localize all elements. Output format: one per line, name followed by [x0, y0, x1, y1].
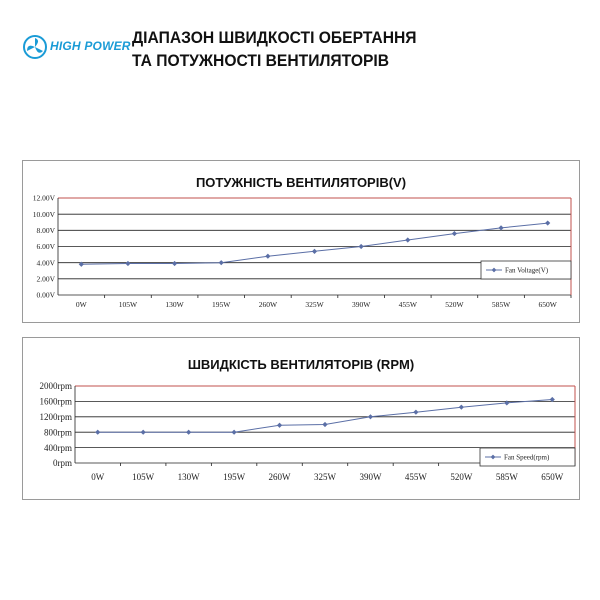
voltage-x-tick-label: 520W	[445, 300, 464, 309]
speed-data-point	[277, 423, 282, 428]
brand-logo	[22, 30, 132, 64]
voltage-y-tick-label: 10.00V	[32, 209, 55, 219]
voltage-chart	[23, 161, 579, 322]
voltage-data-point	[219, 260, 224, 265]
voltage-y-tick-label: 12.00V	[32, 193, 55, 203]
speed-data-point	[95, 430, 100, 435]
speed-y-tick-label: 2000rpm	[39, 381, 72, 392]
voltage-x-tick-label: 650W	[538, 300, 557, 309]
speed-x-tick-label: 195W	[223, 472, 246, 482]
speed-x-tick-label: 260W	[268, 472, 291, 482]
fan-logo-icon	[22, 34, 48, 60]
voltage-data-point	[125, 261, 130, 266]
voltage-data-point	[545, 220, 550, 225]
voltage-legend-label: Fan Voltage(V)	[505, 266, 549, 275]
voltage-x-tick-label: 195W	[212, 300, 231, 309]
speed-chart-panel	[22, 337, 580, 500]
speed-y-tick-label: 1200rpm	[39, 411, 72, 422]
voltage-y-tick-label: 8.00V	[36, 225, 55, 235]
speed-y-tick-label: 1600rpm	[39, 396, 72, 407]
speed-y-tick-label: 0rpm	[53, 458, 72, 469]
speed-y-tick-label: 800rpm	[44, 427, 72, 438]
voltage-data-point	[359, 244, 364, 249]
speed-y-tick-label: 400rpm	[44, 442, 72, 453]
voltage-x-tick-label: 455W	[398, 300, 417, 309]
voltage-data-point	[265, 254, 270, 259]
page-title-line-2: ТА ПОТУЖНОСТІ ВЕНТИЛЯТОРІВ	[132, 51, 390, 70]
voltage-x-tick-label: 260W	[258, 300, 278, 309]
speed-x-tick-label: 130W	[177, 472, 200, 482]
speed-series-line	[98, 400, 553, 433]
speed-x-tick-label: 455W	[404, 472, 427, 482]
speed-data-point	[413, 410, 418, 415]
voltage-y-tick-label: 0.00V	[36, 290, 55, 300]
voltage-x-tick-label: 585W	[491, 300, 511, 309]
voltage-data-point	[312, 249, 317, 254]
voltage-data-point	[172, 261, 177, 266]
speed-x-tick-label: 650W	[541, 472, 564, 482]
brand-name: HIGH POWER	[50, 39, 131, 53]
voltage-x-tick-label: 0W	[75, 300, 87, 309]
voltage-x-tick-label: 105W	[118, 300, 138, 309]
voltage-chart-title: ПОТУЖНІСТЬ ВЕНТИЛЯТОРІВ(V)	[195, 175, 407, 190]
speed-x-tick-label: 520W	[450, 472, 473, 482]
page-title-line-1: ДІАПАЗОН ШВИДКОСТІ ОБЕРТАННЯ	[132, 28, 417, 47]
voltage-x-tick-label: 325W	[305, 300, 324, 309]
speed-x-tick-label: 585W	[495, 472, 518, 482]
voltage-data-point	[452, 231, 457, 236]
speed-x-tick-label: 390W	[359, 472, 382, 482]
voltage-y-tick-label: 2.00V	[36, 274, 55, 284]
voltage-x-tick-label: 390W	[351, 300, 371, 309]
voltage-data-point	[405, 237, 410, 242]
speed-chart-title: ШВИДКІСТЬ ВЕНТИЛЯТОРІВ (RPM)	[187, 357, 415, 372]
speed-x-tick-label: 0W	[91, 472, 105, 482]
speed-chart	[23, 338, 579, 499]
voltage-data-point	[498, 225, 503, 230]
speed-data-point	[141, 430, 146, 435]
speed-data-point	[231, 430, 236, 435]
voltage-x-tick-label: 130W	[165, 300, 184, 309]
voltage-chart-panel	[22, 160, 580, 323]
speed-x-tick-label: 325W	[314, 472, 336, 482]
speed-data-point	[186, 430, 191, 435]
voltage-series-line	[81, 223, 547, 264]
speed-data-point	[322, 422, 327, 427]
voltage-y-tick-label: 4.00V	[36, 258, 55, 268]
speed-data-point	[459, 405, 464, 410]
voltage-y-tick-label: 6.00V	[36, 242, 55, 252]
speed-x-tick-label: 105W	[132, 472, 155, 482]
page-title	[132, 26, 537, 72]
speed-data-point	[368, 414, 373, 419]
speed-legend-label: Fan Speed(rpm)	[504, 453, 550, 462]
